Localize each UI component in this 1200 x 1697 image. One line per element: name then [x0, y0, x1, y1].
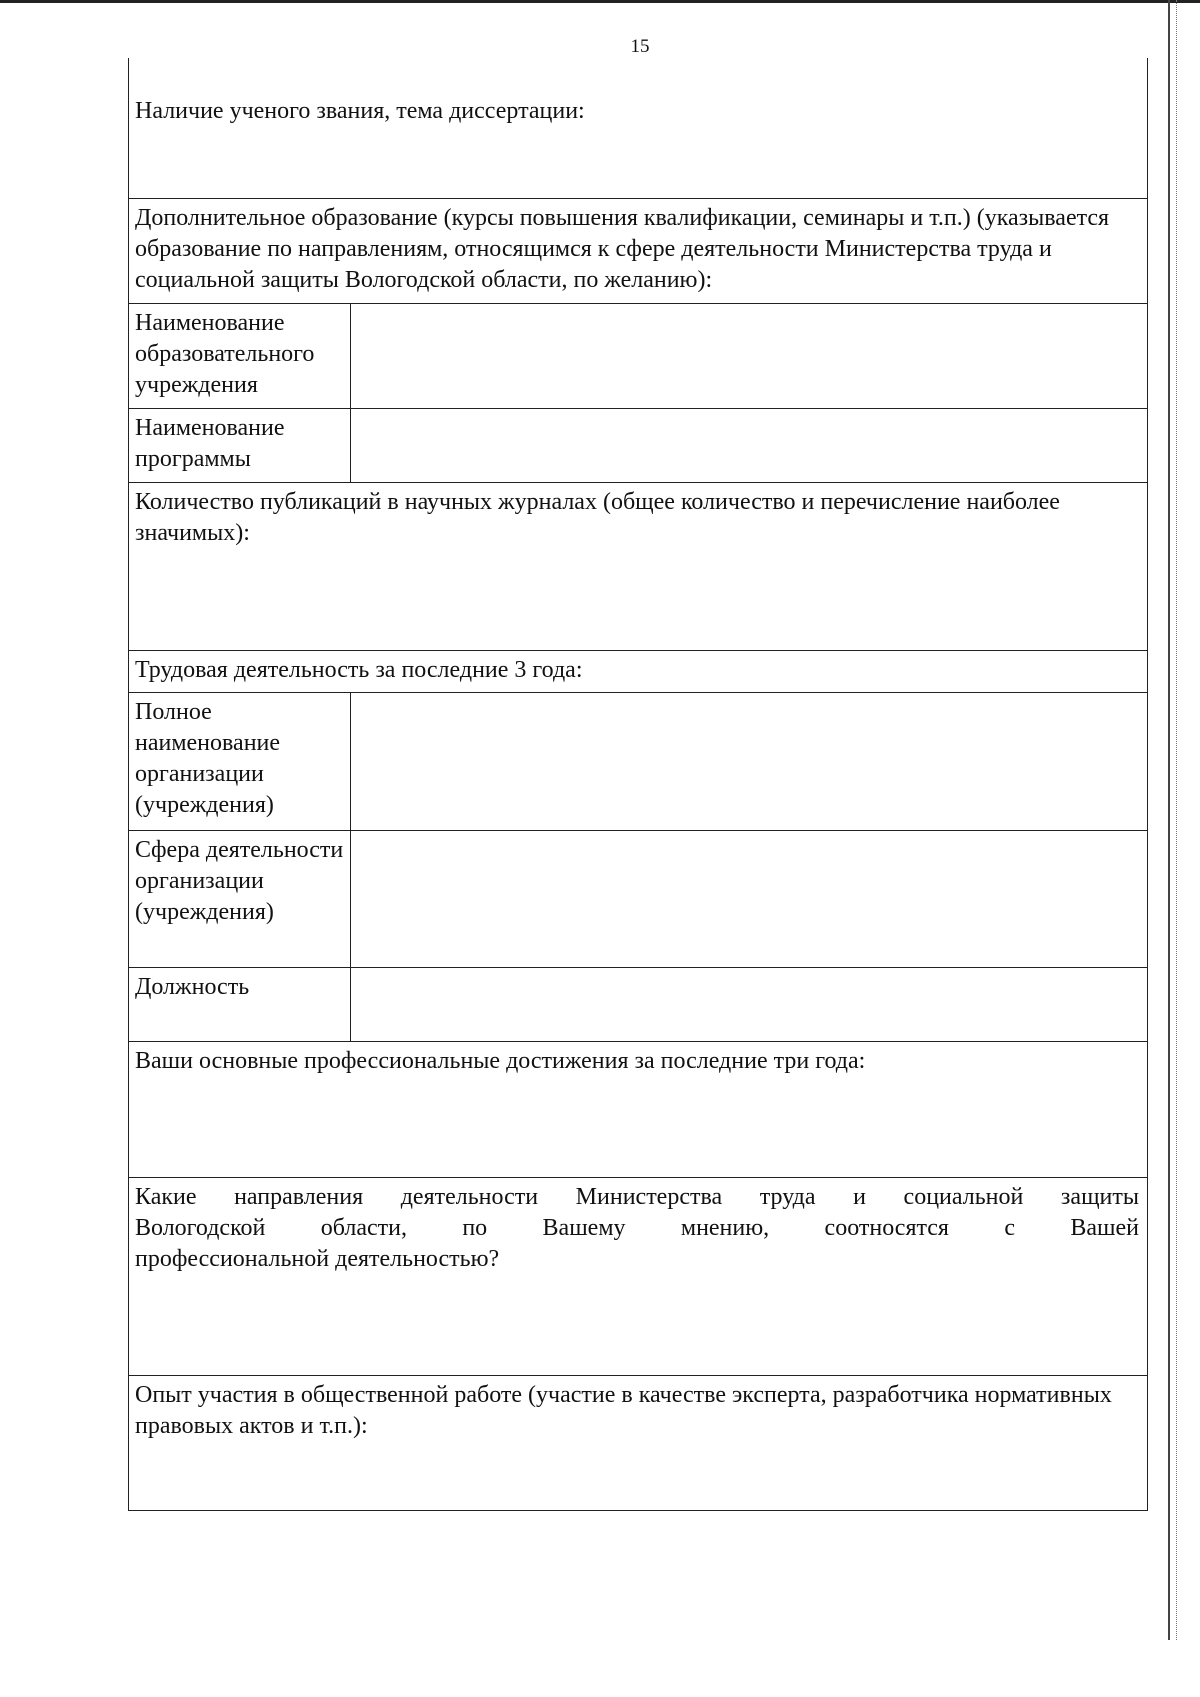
position-label: Должность	[129, 968, 351, 1041]
degree-label: Наличие ученого звания, тема диссертации:	[135, 98, 585, 124]
ministry-directions-line-2: Вологодской области, по Вашему мнению, соотносятся с Вашей	[135, 1215, 1139, 1241]
scan-edge	[1168, 0, 1177, 1640]
ministry-directions-section	[129, 1177, 1147, 1375]
ministry-directions-line-1: Какие направления деятельности Министерства труда и социальной защиты	[135, 1184, 1139, 1210]
education-program-label: Наименование программы	[129, 409, 351, 482]
organization-sphere-row	[129, 830, 1147, 967]
organization-sphere-label: Сфера деятельности организации (учреждения)	[129, 831, 351, 967]
education-program-field[interactable]	[351, 409, 1147, 482]
publications-section	[129, 482, 1147, 650]
degree-section	[129, 58, 1147, 198]
public-work-section	[129, 1375, 1147, 1510]
organization-sphere-field[interactable]	[351, 831, 1147, 967]
public-work-label: Опыт участия в общественной работе (участие в качестве эксперта, разработчика нормативных правовых актов и т.п.):	[135, 1382, 1112, 1439]
organization-name-row	[129, 692, 1147, 830]
work-activity-section	[129, 650, 1147, 692]
work-activity-label: Трудовая деятельность за последние 3 года:	[135, 657, 583, 683]
achievements-label: Ваши основные профессиональные достижения за последние три года:	[135, 1048, 866, 1074]
organization-name-field[interactable]	[351, 693, 1147, 830]
additional-education-section	[129, 198, 1147, 303]
application-form	[128, 58, 1148, 1511]
position-row	[129, 967, 1147, 1041]
education-institution-label: Наименование образовательного учреждения	[129, 304, 351, 408]
education-institution-field[interactable]	[351, 304, 1147, 408]
organization-name-label: Полное наименование организации (учреждения)	[129, 693, 351, 830]
publications-label: Количество публикаций в научных журналах (общее количество и перечисление наиболее значимых):	[135, 489, 1060, 546]
page-number: 15	[630, 36, 650, 57]
education-program-row	[129, 408, 1147, 482]
achievements-section	[129, 1041, 1147, 1177]
position-field[interactable]	[351, 968, 1147, 1041]
scan-border	[0, 0, 1200, 3]
education-institution-row	[129, 303, 1147, 408]
ministry-directions-line-3: профессиональной деятельностью?	[135, 1246, 500, 1272]
additional-education-label: Дополнительное образование (курсы повышения квалификации, семинары и т.п.) (указывается образование по направлениям, относящимся к сфере деятельности Министерства труда и социальной защиты Вологодской области, по желанию):	[135, 205, 1110, 293]
